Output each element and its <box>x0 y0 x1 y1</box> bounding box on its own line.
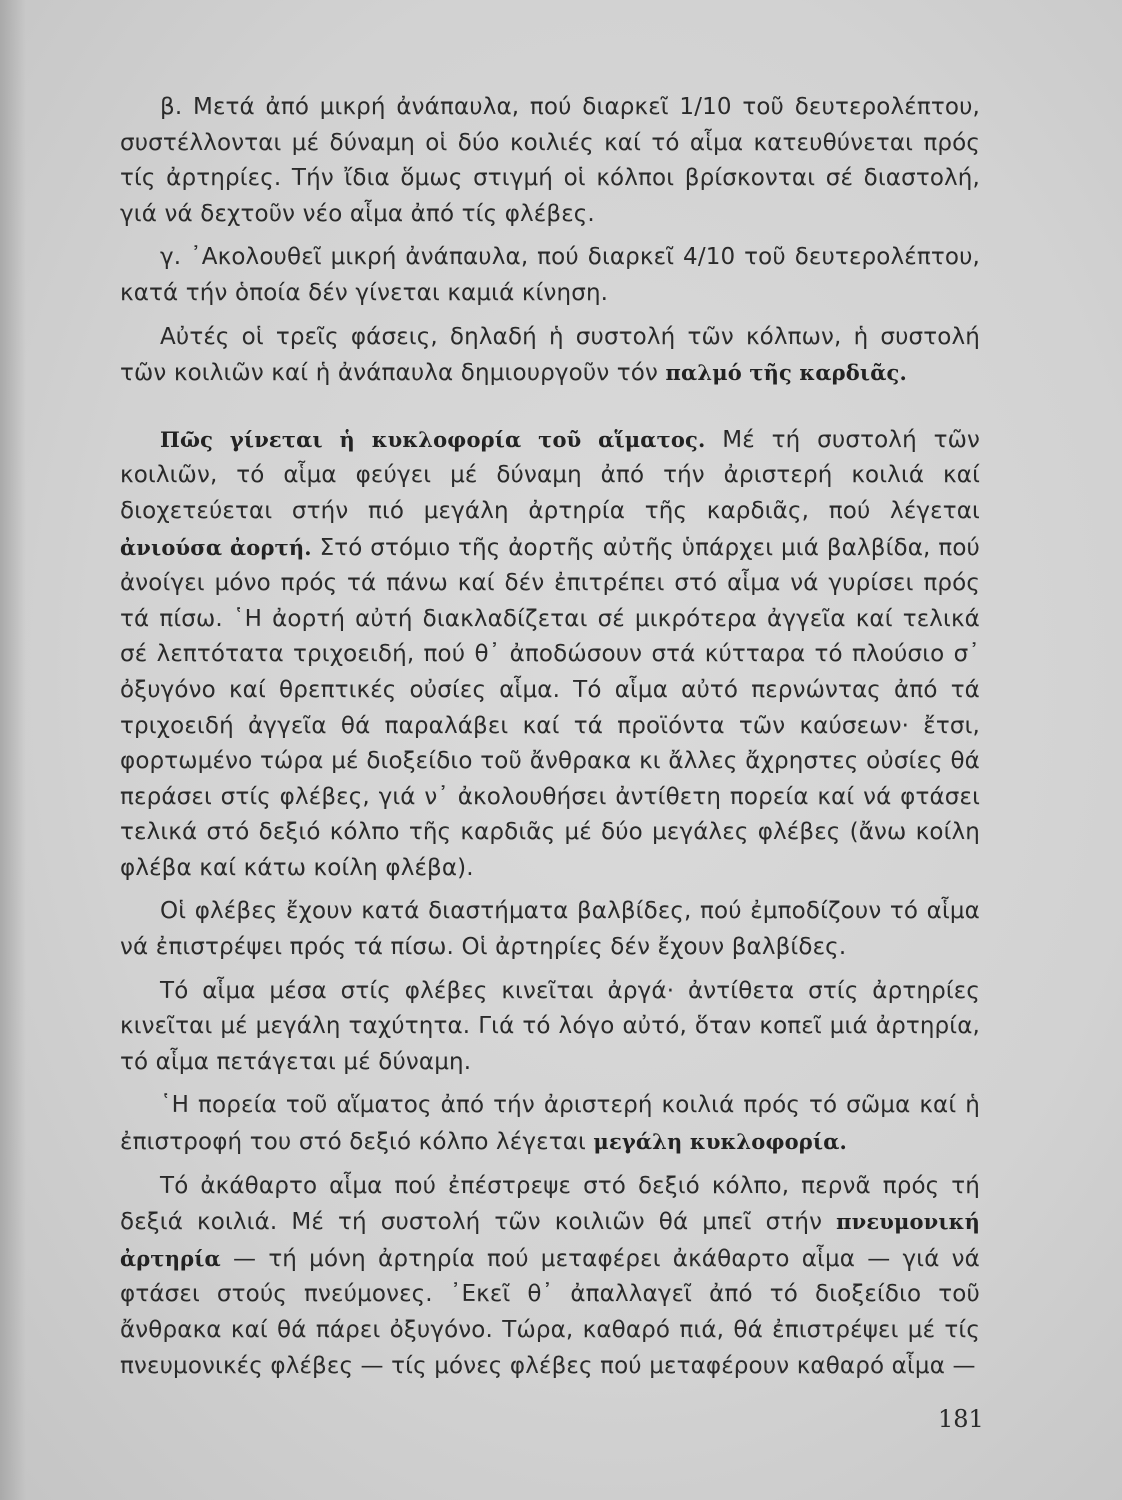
bold-term: ἀνιούσα ἀορτή. <box>120 534 312 560</box>
paragraph <box>120 1169 980 1385</box>
text-run: — τή μόνη ἀρτηρία πού μεταφέρει ἀκάθαρτο αἷμα — γιά νά φτάσει στούς πνεύμονες. ᾿Εκεῖ θ᾿ ἀπαλλαγεῖ ἀπό τό διοξείδιο τοῦ ἄνθρακα καί θά πάρει ὀξυγόνο. Τώρα, καθαρό πιά, θά ἐπιστρέψει μέ τίς πνευμονικές φλέβες — τίς μόνες φλέβες πού μεταφέρουν καθαρό αἷμα — <box>120 1245 980 1379</box>
text-run: β. Μετά ἀπό μικρή ἀνάπαυλα, πού διαρκεῖ 1/10 τοῦ δευτερολέπτου, συστέλλονται μέ δύναμη οἱ δύο κοιλιές καί τό αἷμα κατευθύνεται πρός τίς ἀρτηρίες. Τήν ἴδια ὅμως στιγμή οἱ κόλποι βρίσκονται σέ διαστολή, γιά νά δεχτοῦν νέο αἷμα ἀπό τίς φλέβες. <box>120 94 980 227</box>
paragraph <box>120 422 980 887</box>
text-run: Τό αἷμα μέσα στίς φλέβες κινεῖται ἀργά· ἀντίθετα στίς ἀρτηρίες κινεῖται μέ μεγάλη ταχύτητα. Γιά τό λόγο αὐτό, ὅταν κοπεῖ μιά ἀρτηρία, τό αἷμα πετάγεται μέ δύναμη. <box>120 977 980 1075</box>
paragraph <box>120 240 980 311</box>
paragraph <box>120 894 980 965</box>
text-run: γ. ᾿Ακολουθεῖ μικρή ἀνάπαυλα, πού διαρκεῖ 4/10 τοῦ δευτερολέπτου, κατά τήν ὁποία δέν γίνεται καμιά κίνηση. <box>120 244 980 306</box>
paragraph <box>120 974 980 1081</box>
bold-term: πνευμονική ἀρτηρία <box>120 1209 980 1271</box>
page-number: 181 <box>938 1405 984 1433</box>
text-run: Οἱ φλέβες ἔχουν κατά διαστήματα βαλβίδες, πού ἐμποδίζουν τό αἷμα νά ἐπιστρέψει πρός τά πίσω. Οἱ ἀρτηρίες δέν ἔχουν βαλβίδες. <box>120 898 980 961</box>
paragraph <box>120 90 980 232</box>
bold-term: Πῶς γίνεται ἡ κυκλοφορία τοῦ αἵματος. <box>160 426 706 452</box>
text-run: Τό ἀκάθαρτο αἷμα πού ἐπέστρεψε στό δεξιό κόλπο, περνᾶ πρός τή δεξιά κοιλιά. Μέ τή συστολή τῶν κοιλιῶν θά μπεῖ στήν <box>120 1172 980 1236</box>
text-run: ῾Η πορεία τοῦ αἵματος ἀπό τήν ἀριστερή κοιλιά πρός τό σῶμα καί ἡ ἐπιστροφή του στό δεξιό κόλπο λέγεται <box>120 1092 980 1156</box>
text-run: Μέ τή συστολή τῶν κοιλιῶν, τό αἷμα φεύγει μέ δύναμη ἀπό τήν ἀριστερή κοιλιά καί διοχετεύεται στήν πιό μεγάλη ἀρτηρία τῆς καρδιᾶς, πού λέγεται <box>120 426 981 524</box>
text-run: Αὐτές οἱ τρεῖς φάσεις, δηλαδή ἡ συστολή τῶν κόλπων, ἡ συστολή τῶν κοιλιῶν καί ἡ ἀνάπαυλα δημιουργοῦν τόν <box>120 323 980 387</box>
paragraph <box>120 320 980 392</box>
paragraph <box>120 1088 980 1160</box>
bold-term: μεγάλη κυκλοφορία. <box>593 1129 847 1155</box>
spine-shadow <box>0 0 26 1500</box>
body-text <box>120 90 980 1392</box>
bold-term: παλμό τῆς καρδιᾶς. <box>665 360 907 386</box>
text-run: Στό στόμιο τῆς ἀορτῆς αὐτῆς ὑπάρχει μιά βαλβίδα, πού ἀνοίγει μόνο πρός τά πάνω καί δέν ἐπιτρέπει στό αἷμα νά γυρίσει πρός τά πίσω. ῾Η ἀορτή αὐτή διακλαδίζεται σέ μικρότερα ἀγγεῖα καί τελικά σέ λεπτότατα τριχοειδή, πού θ᾿ ἀποδώσουν στά κύτταρα τό πλούσιο σ᾿ ὀξυγόνο καί θρεπτικές οὐσίες αἷμα. Τό αἷμα αὐτό περνώντας ἀπό τά τριχοειδή ἀγγεῖα θά παραλάβει καί τά προϊόντα τῶν καύσεων· ἔτσι, φορτωμένο τώρα μέ διοξείδιο τοῦ ἄνθρακα κι ἄλλες ἄχρηστες οὐσίες θά περάσει στίς φλέβες, γιά ν᾿ ἀκολουθήσει ἀντίθετη πορεία καί νά φτάσει τελικά στό δεξιό κόλπο τῆς καρδιᾶς μέ δύο μεγάλες φλέβες (ἄνω κοίλη φλέβα καί κάτω κοίλη φλέβα). <box>120 534 981 881</box>
